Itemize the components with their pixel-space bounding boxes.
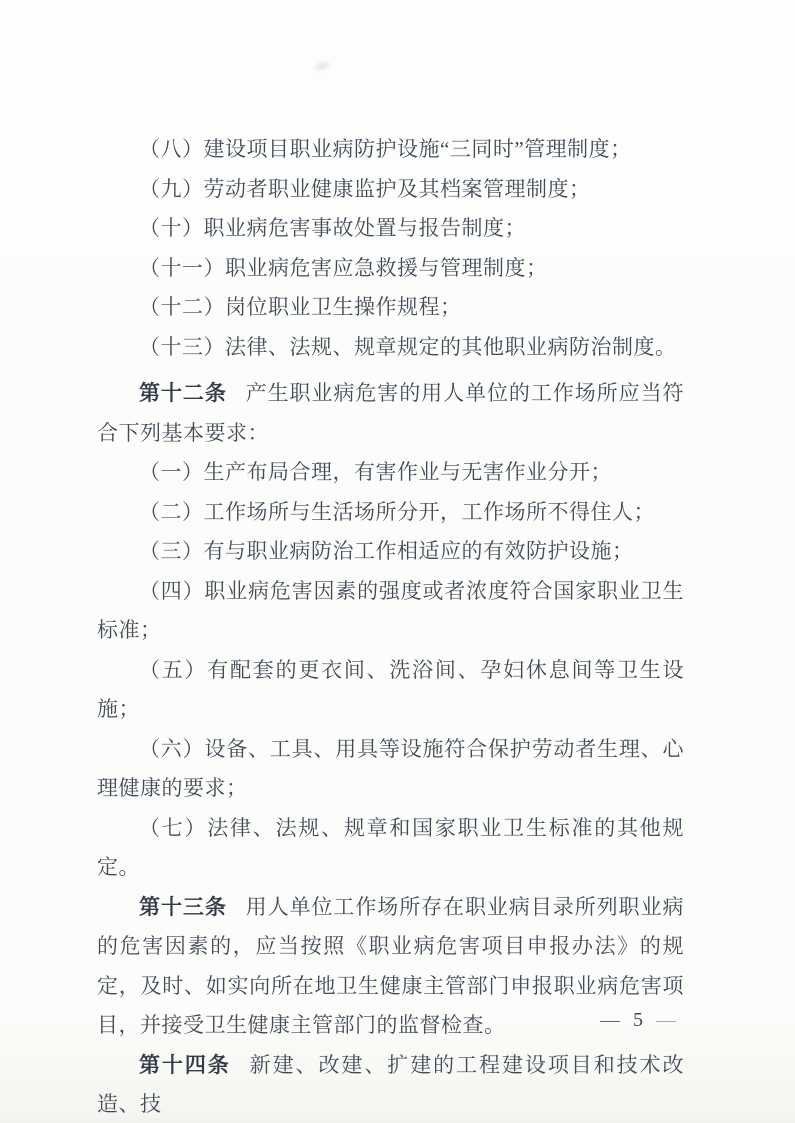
article-13-number: 第十三条: [139, 894, 227, 919]
article-14-paragraph: [97, 1046, 684, 1123]
scan-smudge-artifact: [311, 57, 334, 75]
article-14-text: 新建、改建、扩建的工程建设项目和技术改造、技: [97, 1052, 685, 1116]
article-12-text: 产生职业病危害的用人单位的工作场所应当符合下列基本要求：: [97, 381, 685, 445]
list-item-4: （四）职业病危害因素的强度或者浓度符合国家职业卫生标准；: [97, 578, 684, 642]
list-item-12: （十二）岗位职业卫生操作规程；: [139, 295, 462, 319]
article-14-number: 第十四条: [139, 1052, 231, 1077]
list-item-9: （九）劳动者职业健康监护及其档案管理制度；: [139, 176, 591, 201]
footer-dash-left: —: [600, 1009, 620, 1031]
document-body: [97, 130, 684, 1123]
list-item-8: （八）建设项目职业病防护设施“三同时”管理制度；: [139, 137, 632, 161]
list-item-5: （五）有配套的更衣间、洗浴间、孕妇休息间等卫生设施；: [97, 657, 684, 721]
page-footer: [600, 1008, 676, 1032]
article-12-paragraph: [97, 374, 684, 453]
list-item-11: （十一）职业病危害应急救援与管理制度；: [139, 255, 548, 280]
list-item-3: （三）有与职业病防治工作相适应的有效防护设施；: [139, 539, 634, 563]
page-number: 5: [633, 1009, 643, 1031]
article-13-text: 用人单位工作场所存在职业病目录所列职业病的危害因素的，应当按照《职业病危害项目申报办法》的规定，及时、如实向所在地卫生健康主管部门申报职业病危害项目，并接受卫生健康主管部门的监督检查。: [97, 894, 685, 1037]
article-12-number: 第十二条: [139, 381, 227, 405]
footer-dash-right: —: [656, 1009, 676, 1031]
list-item-13: （十三）法律、法规、规章规定的其他职业病防治制度。: [139, 334, 677, 359]
list-item-10: （十）职业病危害事故处置与报告制度；: [139, 216, 526, 240]
list-item-1: （一）生产布局合理，有害作业与无害作业分开；: [139, 460, 612, 484]
article-13-paragraph: [97, 888, 684, 1046]
list-item-2: （二）工作场所与生活场所分开，工作场所不得住人；: [139, 499, 655, 524]
list-item-6: （六）设备、工具、用具等设施符合保护劳动者生理、心理健康的要求；: [97, 736, 684, 800]
list-item-7: （七）法律、法规、规章和国家职业卫生标准的其他规定。: [97, 815, 684, 879]
